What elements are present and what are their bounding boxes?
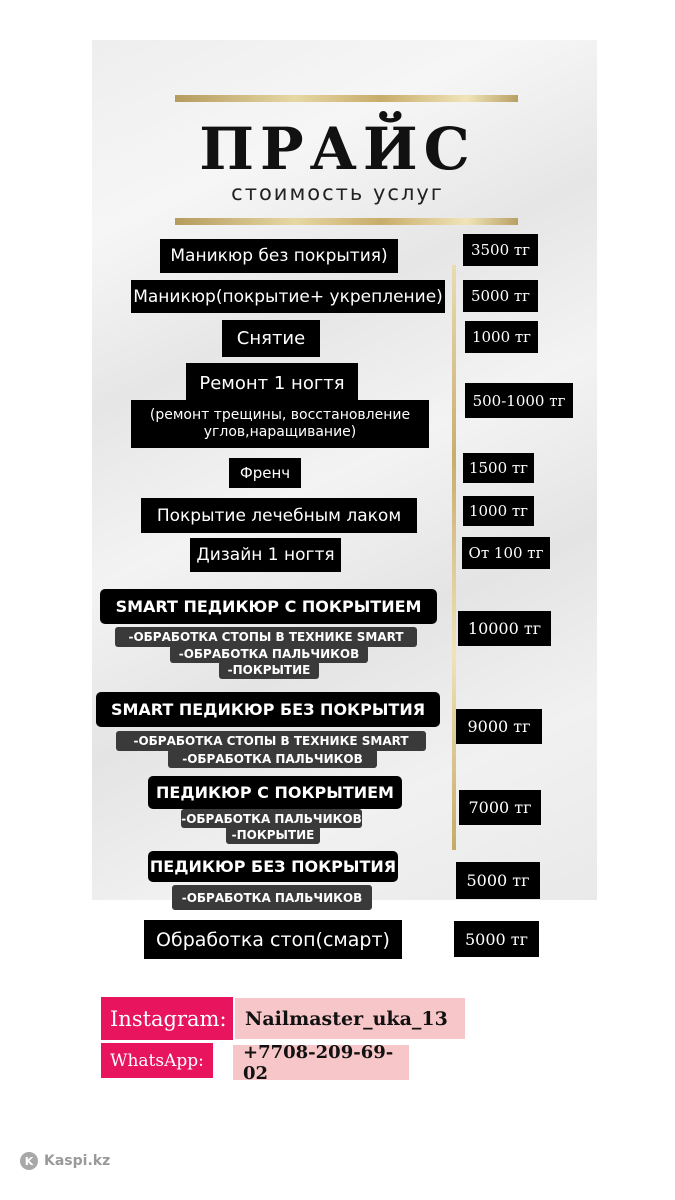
- service-price: 1500 тг: [463, 453, 534, 483]
- service-detail-line: -ОБРАБОТКА ПАЛЬЧИКОВ: [181, 809, 362, 828]
- service-price: 3500 тг: [463, 234, 538, 266]
- whatsapp-label: WhatsApp:: [101, 1043, 213, 1078]
- service-detail-line: -ОБРАБОТКА ПАЛЬЧИКОВ: [172, 885, 372, 910]
- kaspi-watermark: [20, 1152, 110, 1170]
- instagram-label: Instagram:: [101, 997, 233, 1040]
- service-detail-line: -ПОКРЫТИЕ: [226, 826, 320, 844]
- service-name: ПЕДИКЮР БЕЗ ПОКРЫТИЯ: [148, 851, 398, 882]
- service-price: 5000 тг: [463, 280, 538, 312]
- page-subtitle: стоимость услуг: [231, 181, 444, 205]
- service-name: Маникюр без покрытия): [160, 239, 398, 273]
- service-detail-line: -ОБРАБОТКА СТОПЫ В ТЕХНИКЕ SMART: [115, 627, 417, 647]
- kaspi-watermark-text: Kaspi.kz: [44, 1153, 111, 1169]
- gold-line-top: [175, 95, 518, 102]
- service-price: 500-1000 тг: [465, 383, 573, 418]
- service-price: 5000 тг: [454, 921, 539, 957]
- service-name: Френч: [229, 458, 301, 488]
- service-name: Покрытие лечебным лаком: [141, 498, 417, 533]
- service-detail-line: углов,наращивание): [203, 424, 357, 440]
- service-name: ПЕДИКЮР С ПОКРЫТИЕМ: [148, 776, 402, 809]
- service-name: Обработка стоп(смарт): [144, 920, 402, 959]
- service-name: Снятие: [222, 320, 320, 357]
- service-price: 7000 тг: [459, 790, 541, 825]
- service-name: Ремонт 1 ногтя: [186, 363, 358, 403]
- instagram-handle[interactable]: Nailmaster_uka_13: [235, 998, 465, 1039]
- gold-line-bottom: [175, 218, 518, 225]
- service-detail-line: -ПОКРЫТИЕ: [219, 661, 319, 679]
- service-price: От 100 тг: [462, 537, 550, 569]
- gold-divider-vertical: [452, 265, 456, 850]
- service-detail-line: -ОБРАБОТКА СТОПЫ В ТЕХНИКЕ SMART: [116, 731, 426, 751]
- service-price: 5000 тг: [456, 862, 540, 899]
- page-title: ПРАЙС: [199, 115, 476, 183]
- whatsapp-number[interactable]: +7708-209-69-02: [233, 1045, 409, 1080]
- service-name: Маникюр(покрытие+ укрепление): [131, 280, 445, 313]
- service-detail-line: (ремонт трещины, восстановление: [149, 406, 411, 423]
- service-detail-line: -ОБРАБОТКА ПАЛЬЧИКОВ: [170, 645, 368, 663]
- service-details: [131, 400, 429, 448]
- kaspi-logo-icon: K: [20, 1152, 38, 1170]
- service-name: SMART ПЕДИКЮР С ПОКРЫТИЕМ: [100, 589, 437, 624]
- service-price: 9000 тг: [456, 709, 542, 744]
- service-price: 10000 тг: [458, 611, 551, 646]
- service-price: 1000 тг: [465, 321, 538, 353]
- service-name: Дизайн 1 ногтя: [190, 538, 341, 572]
- service-detail-line: -ОБРАБОТКА ПАЛЬЧИКОВ: [168, 749, 377, 768]
- service-name: SMART ПЕДИКЮР БЕЗ ПОКРЫТИЯ: [96, 692, 440, 727]
- service-price: 1000 тг: [463, 496, 534, 526]
